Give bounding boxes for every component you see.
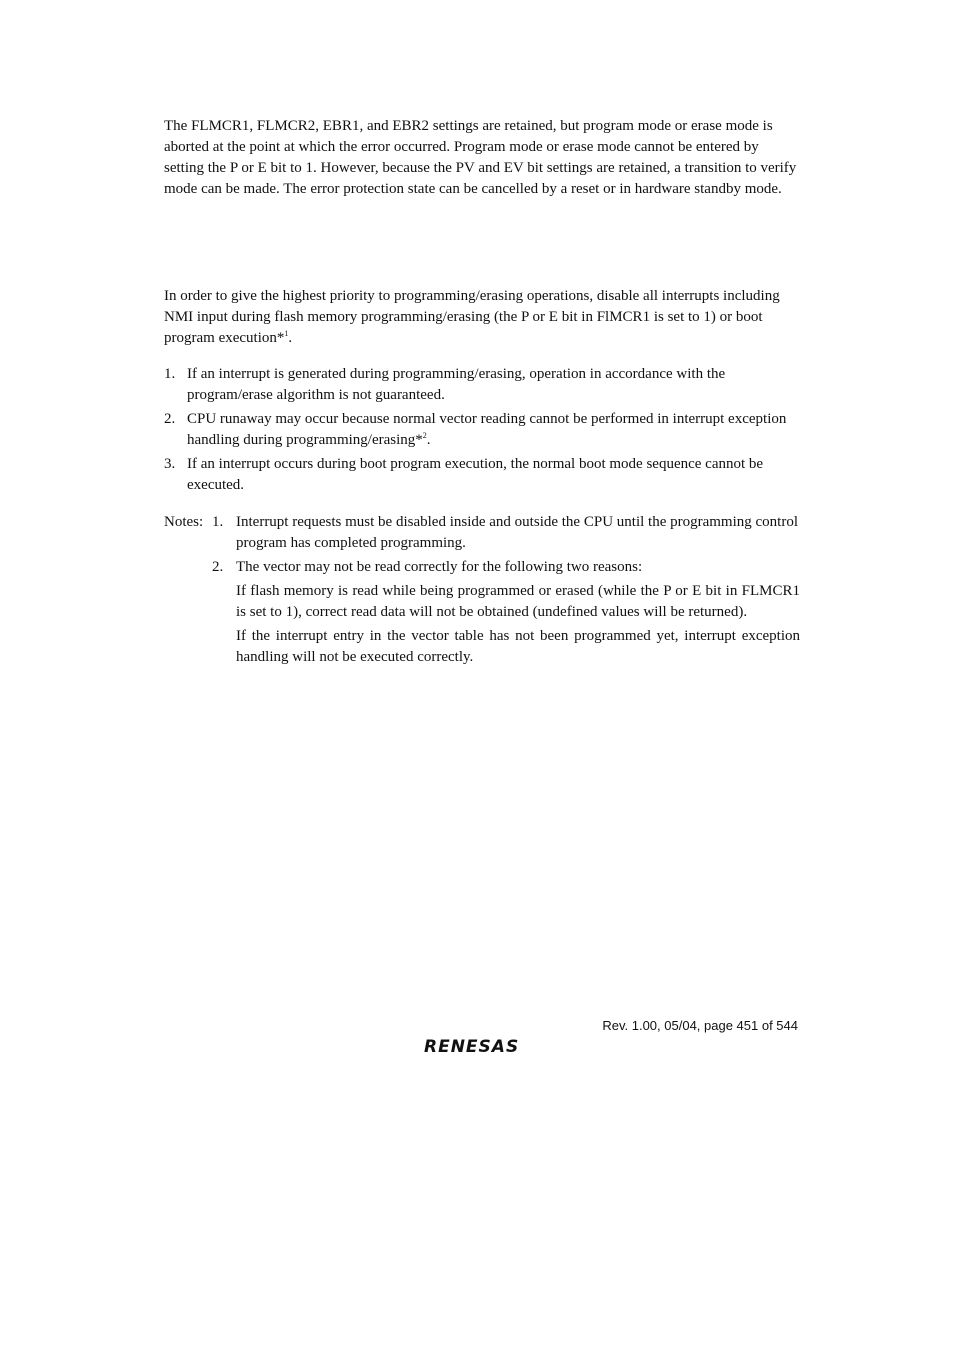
note-2-reason-b: If the interrupt entry in the vector table has not been programmed yet, interrupt exception handling will not be executed correctly. [236,628,800,665]
list-item-text: If an interrupt occurs during boot program execution, the normal boot mode sequence cannot be executed. [187,456,764,493]
list-item-number: 2. [164,411,176,427]
list-item [164,364,800,406]
note-1-text: Interrupt requests must be disabled inside and outside the CPU until the programming control program has completed programming. [236,514,798,551]
list-item [164,409,800,451]
renesas-logo [422,1034,542,1061]
note-1 [212,512,800,554]
interrupt-handling-paragraph [164,286,800,349]
list-item-number: 1. [164,366,176,382]
note-1-number: 1. [212,514,224,530]
note-2-reason-a: If flash memory is read while being programmed or erased (while the P or E bit in FLMCR1 is set to 1), correct read data will not be obtained (undefined values will be returned). [236,583,800,620]
page-info: Rev. 1.00, 05/04, page 451 of 544 [602,1018,798,1033]
footnote-ref-2: 2 [422,431,427,440]
list-item [164,454,800,496]
list-item-text: If an interrupt is generated during programming/erasing, operation in accordance with the program/erase algorithm is not guaranteed. [187,366,726,403]
interrupt-paragraph-tail: . [288,330,293,346]
note-2-text: The vector may not be read correctly for the following two reasons: [236,559,643,575]
list-item-text: CPU runaway may occur because normal vector reading cannot be performed in interrupt exception handling during programming/erasing* [187,411,787,448]
note-2 [212,557,800,668]
list-item-number: 3. [164,456,176,472]
footnote-ref-1: 1 [284,329,289,338]
renesas-logo-icon [422,1034,542,1056]
list-item-tail: . [426,432,431,448]
error-protection-paragraph: The FLMCR1, FLMCR2, EBR1, and EBR2 settings are retained, but program mode or erase mode is aborted at the point at which the error occurred. Program mode or erase mode cannot be entered by setting the P or E bit to 1. However, because the PV and EV bit settings are retained, a transition to verify mode can be made. The error protection state can be cancelled by a reset or in hardware standby mode. [164,118,797,197]
logo-text: RENESAS [424,1037,520,1056]
interrupt-paragraph-text: In order to give the highest priority to programming/erasing operations, disable all interrupts including NMI input during flash memory programming/erasing (the P or E bit in FlMCR1 is set to 1) or boot program execution* [164,288,780,346]
note-2-number: 2. [212,559,224,575]
notes-label: Notes: [164,514,204,530]
interrupt-reasons-list [164,364,800,499]
